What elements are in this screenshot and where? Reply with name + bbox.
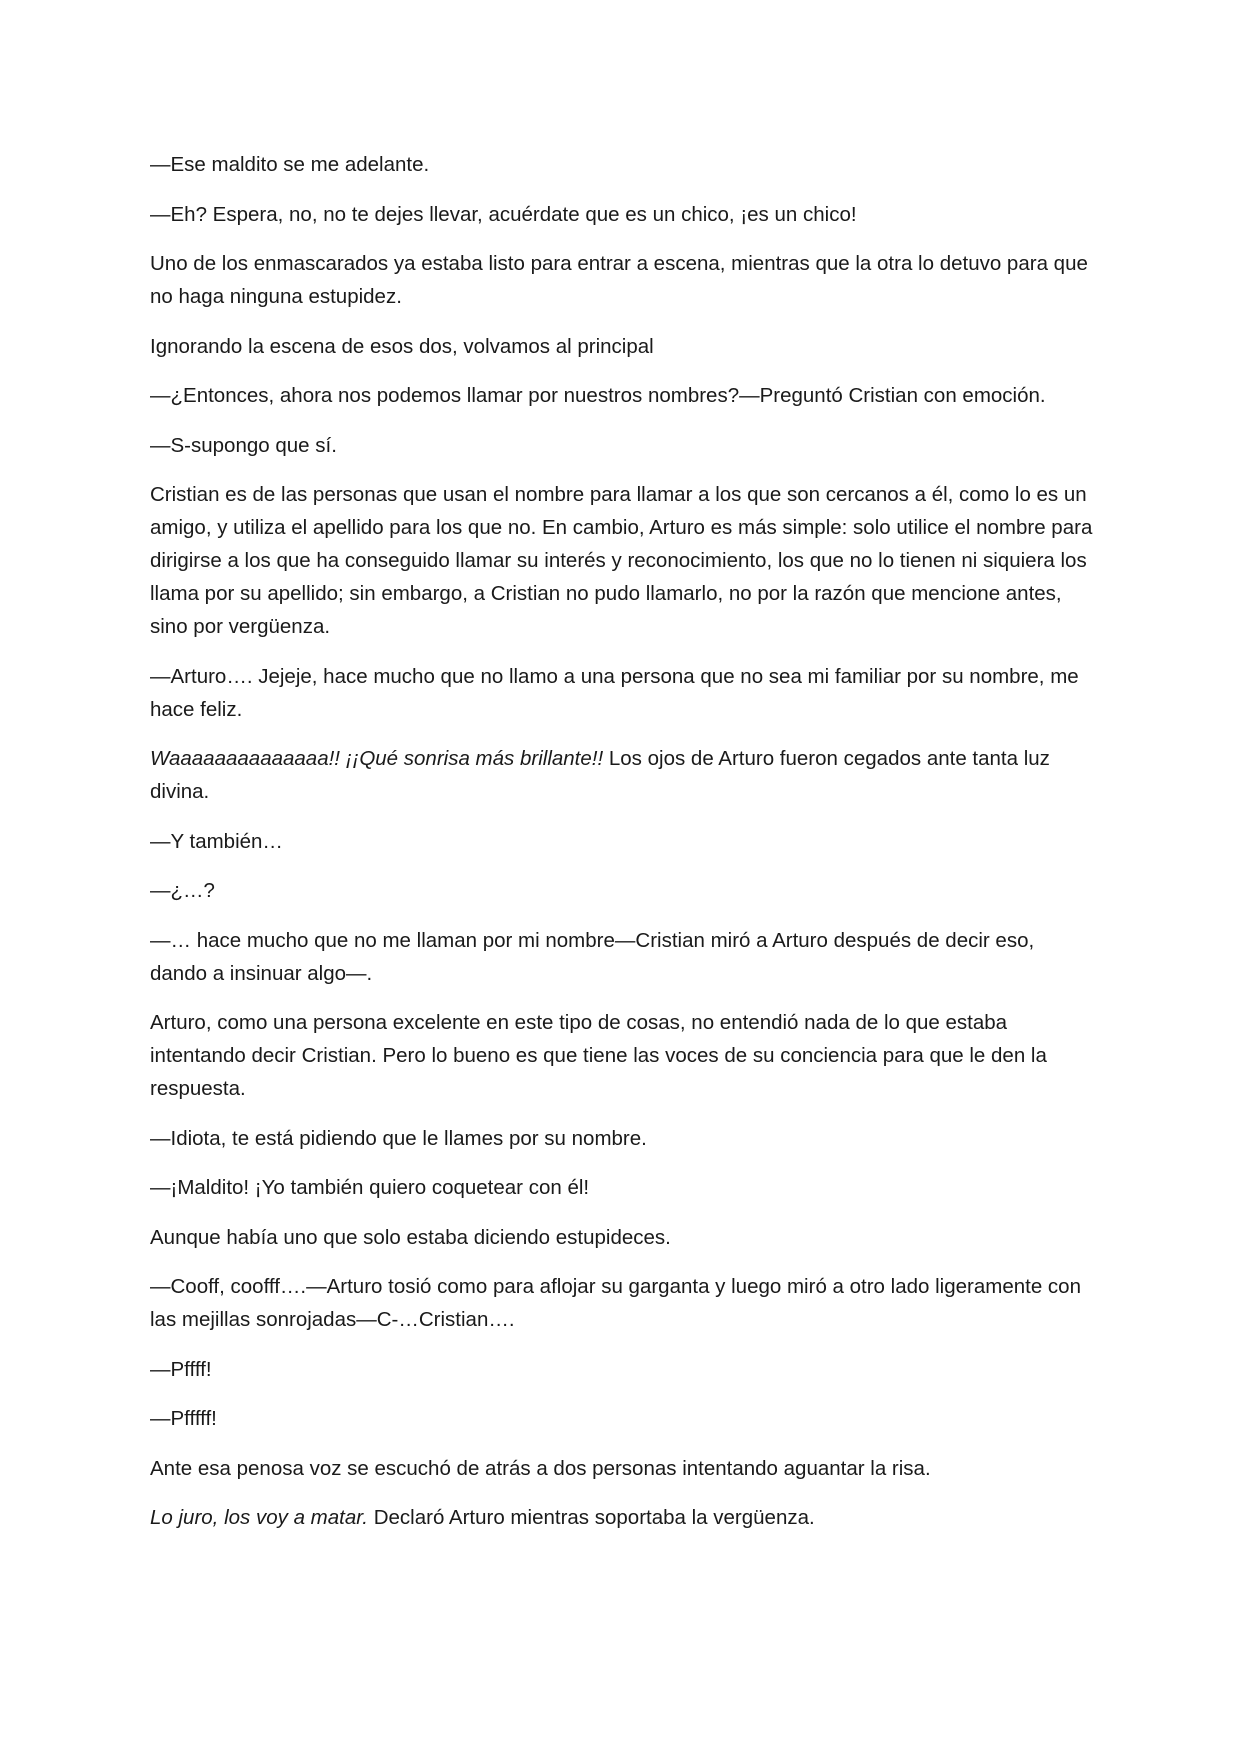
paragraph: —S-supongo que sí. [150,433,337,457]
paragraph: —Ese maldito se me adelante. [150,153,430,176]
paragraph: —Arturo…. Jejeje, hace mucho que no llamo a una persona que no sea mi familiar por su nombre, me hace feliz. [150,664,1079,721]
paragraph: —Cooff, coofff….—Arturo tosió como para aflojar su garganta y luego miró a otro lado ligeramente con las mejillas sonrojadas—C-…Cristian…. [150,1275,1081,1331]
paragraph: —¡Maldito! ¡Yo también quiero coquetear con él! [150,1176,590,1199]
paragraph: —Y también… [150,829,283,853]
paragraph: Ignorando la escena de esos dos, volvamos al principal [150,334,654,358]
paragraph: —Idiota, te está pidiendo que le llames por su nombre. [150,1126,647,1150]
italic-thought: Lo juro, los voy a matar. [150,1506,369,1529]
paragraph: —¿Entonces, ahora nos podemos llamar por nuestros nombres?—Preguntó Cristian con emoción. [150,384,1046,407]
paragraph: —… hace mucho que no me llaman por mi nombre—Cristian miró a Arturo después de decir eso, dando a insinuar algo—. [150,928,1035,985]
paragraph: —¿…? [150,879,215,902]
paragraph: Ante esa penosa voz se escuchó de atrás a dos personas intentando aguantar la risa. [150,1456,931,1480]
paragraph: —Pfffff! [150,1407,217,1430]
paragraph: —Eh? Espera, no, no te dejes llevar, acuérdate que es un chico, ¡es un chico! [150,202,857,226]
paragraph: Waaaaaaaaaaaaaa!! ¡¡Qué sonrisa más brillante!! Los ojos de Arturo fueron cegados ante tanta luz divina. [150,747,1050,803]
paragraph: Lo juro, los voy a matar. Declaró Arturo mientras soportaba la vergüenza. [150,1506,815,1529]
paragraph: —Pffff! [150,1357,212,1381]
body-text [150,148,1095,1551]
paragraph: Cristian es de las personas que usan el nombre para llamar a los que son cercanos a él, como lo es un amigo, y utiliza el apellido para los que no. En cambio, Arturo es más simple: solo utilice el nombre para dirigirse a los que ha conseguido llamar su interés y reconocimiento, los que no lo tienen ni siquiera los llama por su apellido; sin embargo, a Cristian no pudo llamarlo, no por la razón que mencione antes, sino por vergüenza. [150,483,1093,638]
paragraph: Aunque había uno que solo estaba diciendo estupideces. [150,1225,671,1249]
paragraph: Arturo, como una persona excelente en este tipo de cosas, no entendió nada de lo que estaba intentando decir Cristian. Pero lo bueno es que tiene las voces de su conciencia para que le den la respuesta. [150,1011,1047,1100]
italic-thought: Waaaaaaaaaaaaaa!! ¡¡Qué sonrisa más brillante!! [150,747,604,770]
paragraph: Uno de los enmascarados ya estaba listo para entrar a escena, mientras que la otra lo detuvo para que no haga ninguna estupidez. [150,252,1088,308]
